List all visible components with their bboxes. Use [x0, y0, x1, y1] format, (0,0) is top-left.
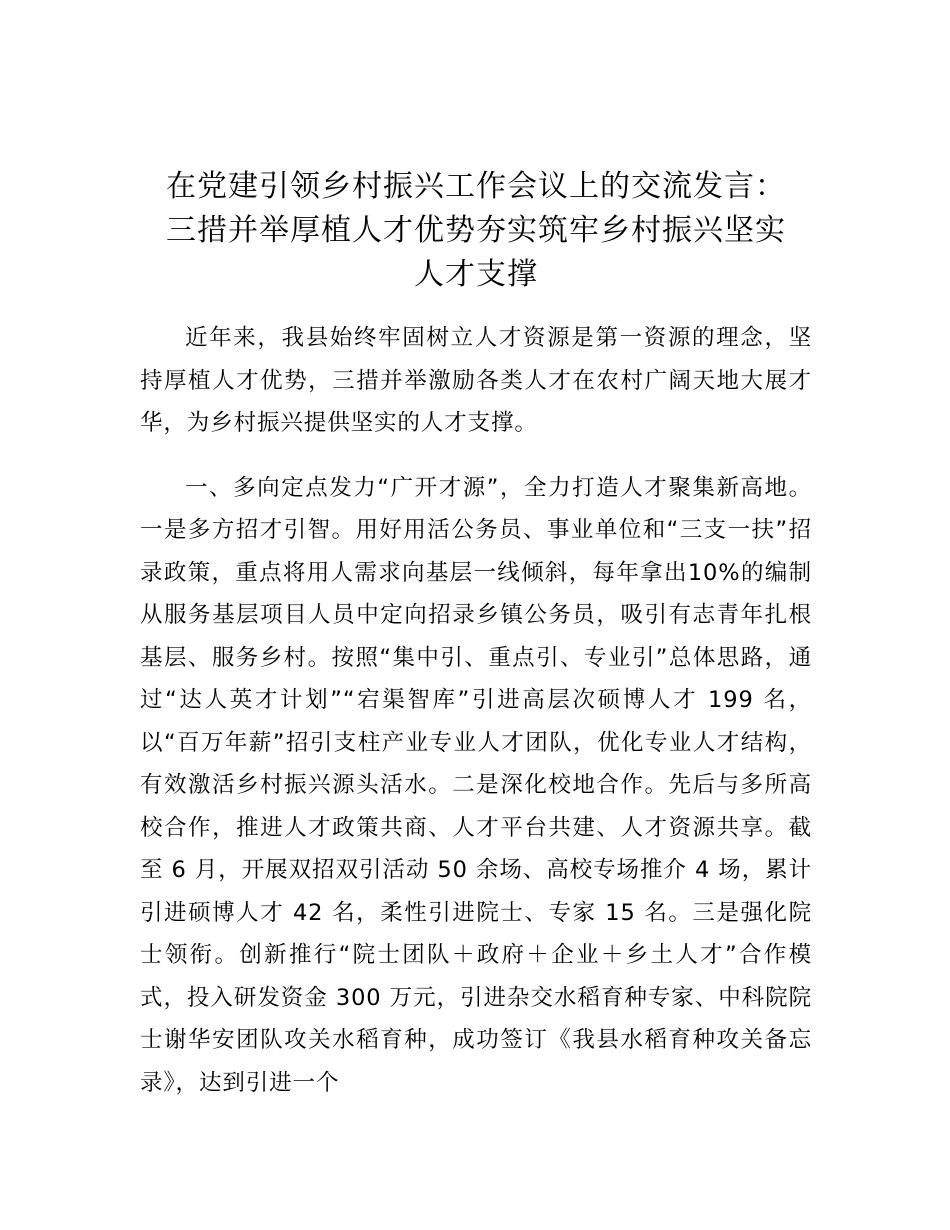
title-line-2: 三措并举厚植人才优势夯实筑牢乡村振兴坚实	[166, 213, 786, 248]
title-line-1: 在党建引领乡村振兴工作会议上的交流发言：	[166, 169, 786, 204]
intro-paragraph: 近年来，我县始终牢固树立人才资源是第一资源的理念，坚持厚植人才优势，三措并举激励各类人才在农村广阔天地大展才华，为乡村振兴提供坚实的人才支撑。	[140, 325, 812, 436]
document-title	[140, 165, 812, 297]
section-one-paragraph: 一、多向定点发力“广开才源”，全力打造人才聚集新高地。一是多方招才引智。用好用活公务员、事业单位和“三支一扶”招录政策，重点将用人需求向基层一线倾斜，每年拿出10%的编制从服务基层项目人员中定向招录乡镇公务员，吸引有志青年扎根基层、服务乡村。按照“集中引、重点引、专业引”总体思路，通过“达人英才计划”“宕渠智库”引进高层次硕博人才 199 名，以“百万年薪”招引支柱产业专业人才团队，优化专业人才结构，有效激活乡村振兴源头活水。二是深化校地合作。先后与多所高校合作，推进人才政策共商、人才平台共建、人才资源共享。截至 6 月，开展双招双引活动 50 余场、高校专场推介 4 场，累计引进硕博人才 42 名，柔性引进院士、专家 15 名。三是强化院士领衔。创新推行“院士团队＋政府＋企业＋乡土人才”合作模式，投入研发资金 300 万元，引进杂交水稻育种专家、中科院院士谢华安团队攻关水稻育种，成功签订《我县水稻育种攻关备忘录》，达到引进一个	[140, 474, 812, 1096]
document-page	[140, 165, 812, 1104]
title-line-3: 人才支撑	[414, 257, 538, 292]
